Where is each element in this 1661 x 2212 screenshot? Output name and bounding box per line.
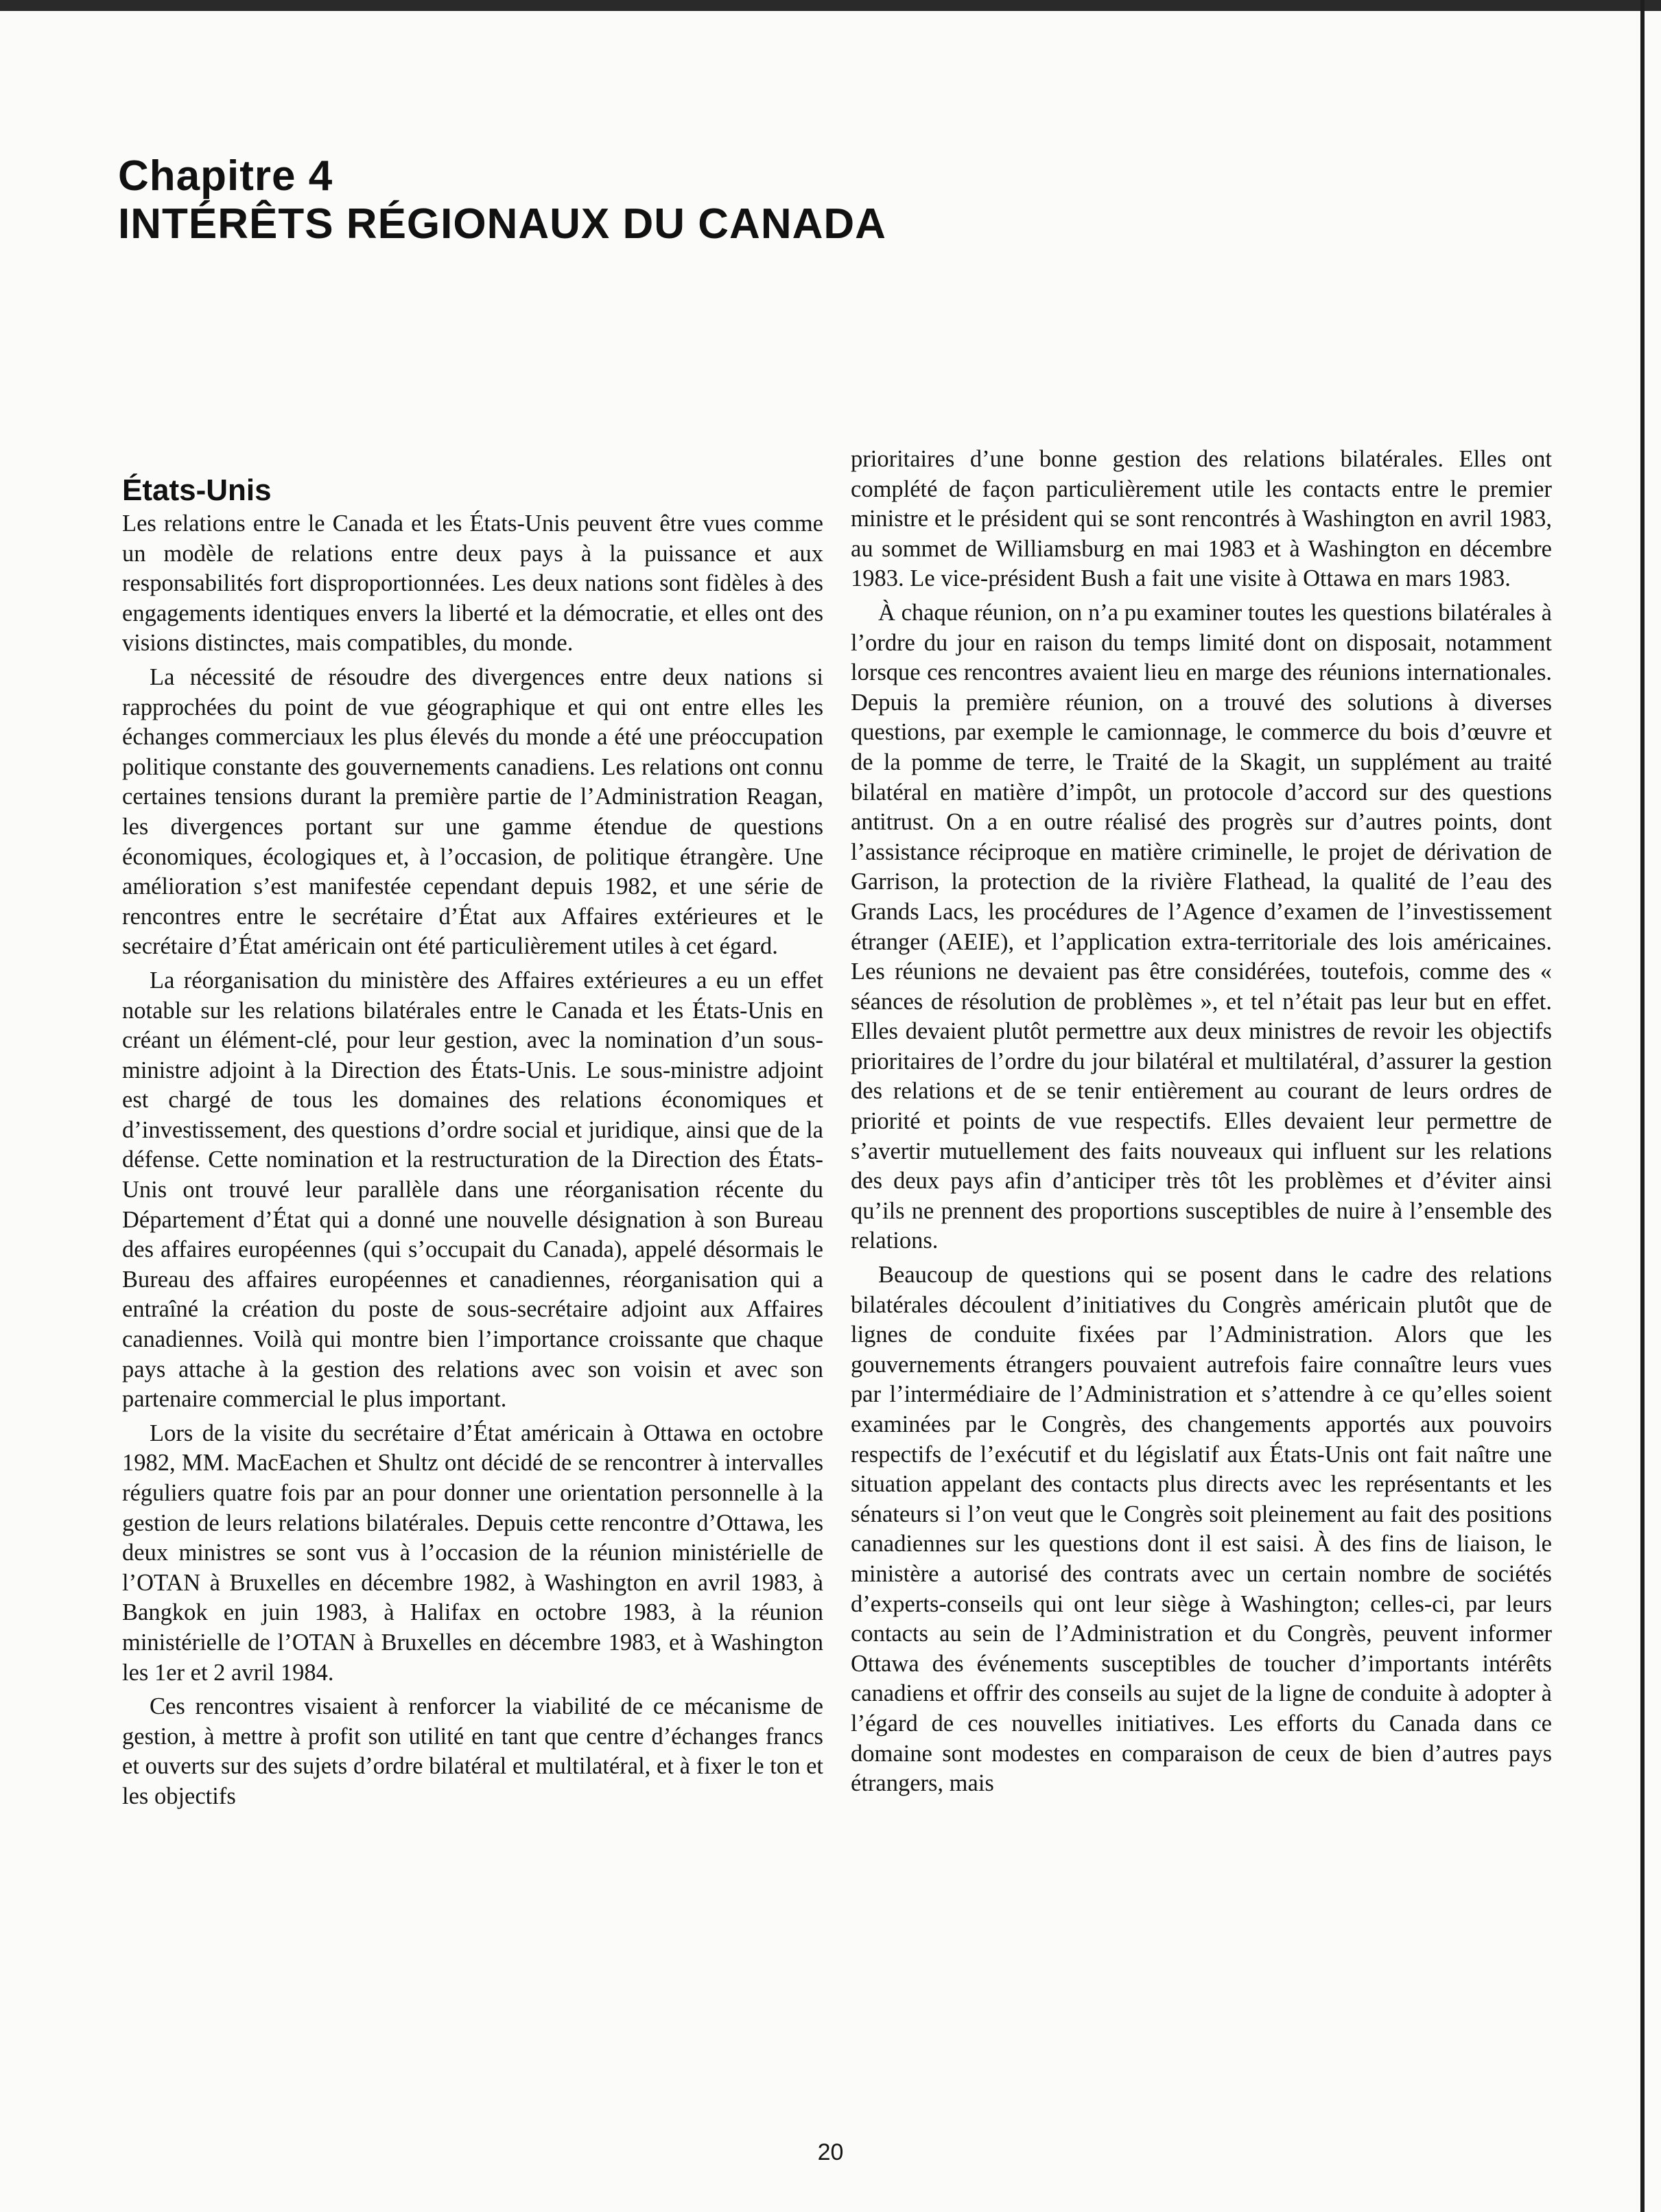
chapter-title: INTÉRÊTS RÉGIONAUX DU CANADA xyxy=(118,200,886,248)
paragraph: prioritaires d’une bonne gestion des relations bilatérales. Elles ont complété de façon particulièrement utile les contacts entre le premier ministre et le président qui se sont rencontrés à Washington en avril 1983, au sommet de Williamsburg en mai 1983 et à Washington en décembre 1983. Le vice-président Bush a fait une visite à Ottawa en mars 1983. xyxy=(851,446,1552,592)
paragraph: Ces rencontres visaient à renforcer la viabilité de ce mécanisme de gestion, à mettre à profit son utilité en tant que centre d’échanges francs et ouverts sur des sujets d’ordre bilatéral et multilatéral, et à fixer le ton et les objectifs xyxy=(122,1693,823,1809)
section-heading: États-Unis xyxy=(122,473,272,507)
chapter-heading xyxy=(118,152,1284,248)
paragraph: Lors de la visite du secrétaire d’État américain à Ottawa en octobre 1982, MM. MacEachen et Shultz ont décidé de se rencontrer à intervalles réguliers quatre fois par an pour donner une orientation personnelle à la gestion de leurs relations bilatérales. Depuis cette rencontre d’Ottawa, les deux ministres se sont vus à l’occasion de la réunion ministérielle de l’OTAN à Bruxelles en décembre 1982, à Washington en avril 1983, à Bangkok en juin 1983, à Halifax en octobre 1983, à la réunion ministérielle de l’OTAN à Bruxelles en décembre 1983, et à Washington les 1er et 2 avril 1984. xyxy=(122,1420,823,1686)
scan-top-border xyxy=(0,0,1661,11)
right-column xyxy=(851,445,1552,1799)
paragraph: Les relations entre le Canada et les États-Unis peuvent être vues comme un modèle de relations entre deux pays à la puissance et aux responsabilités fort disproportionnées. Les deux nations sont fidèles à des engagements identiques envers la liberté et la démocratie, et elles ont des visions distinctes, mais compatibles, du monde. xyxy=(122,510,823,657)
page-number: 20 xyxy=(817,2139,844,2165)
paragraph: La réorganisation du ministère des Affaires extérieures a eu un effet notable sur les relations bilatérales entre le Canada et les États-Unis en créant un élément-clé, pour leur gestion, avec la nomination d’un sous-ministre adjoint à la Direction des États-Unis. Le sous-ministre adjoint est chargé de tous les domaines des relations économiques et d’investissement, des questions d’ordre social et juridique, ainsi que de la défense. Cette nomination et la restructuration de la Direction des États-Unis ont trouvé leur parallèle dans une réorganisation récente du Département d’État qui a donné une nouvelle désignation à son Bureau des affaires européennes (qui s’occupait du Canada), appelé désormais le Bureau des affaires européennes et canadiennes, réorganisation qui a entraîné la création du poste de sous-secrétaire adjoint aux Affaires canadiennes. Voilà qui montre bien l’importance croissante que chaque pays attache à la gestion des relations avec son voisin et avec son partenaire commercial le plus important. xyxy=(122,967,823,1413)
paragraph: La nécessité de résoudre des divergences entre deux nations si rapprochées du point de vue géographique et qui ont entre elles les échanges commerciaux les plus élevés du monde a été une préoccupation politique constante des gouvernements canadiens. Les relations ont connu certaines tensions durant la première partie de l’Administration Reagan, les divergences portant sur une gamme étendue de questions économiques, écologiques et, à l’occasion, de politique étrangère. Une amélioration s’est manifestée cependant depuis 1982, et une série de rencontres entre le secrétaire d’État aux Affaires extérieures et le secrétaire d’État américain ont été particulièrement utiles à cet égard. xyxy=(122,663,823,960)
left-column xyxy=(122,473,823,1812)
paragraph: Beaucoup de questions qui se posent dans le cadre des relations bilatérales découlent d’initiatives du Congrès américain plutôt que de lignes de conduite fixées par l’Administration. Alors que les gouvernements étrangers pouvaient autrefois faire connaître leurs vues par l’intermédiaire de l’Administration et s’attendre à ce qu’elles soient examinées par le Congrès, des changements apportés aux pouvoirs respectifs de l’exécutif et du législatif aux États-Unis ont fait naître une situation appelant des contacts plus directs avec les représentants et les sénateurs si l’on veut que le Congrès soit pleinement au fait des positions canadiennes sur les questions dont il est saisi. À des fins de liaison, le ministère a autorisé des contrats avec un certain nombre de sociétés d’experts-conseils qui ont leur siège à Washington; celles-ci, par leurs contacts au sein de l’Administration et du Congrès, peuvent informer Ottawa des événements susceptibles de toucher d’importants intérêts canadiens et offrir des conseils au sujet de la ligne de conduite à adopter à l’égard de ces nouvelles initiatives. Les efforts du Canada dans ce domaine sont modestes en comparaison de ceux de bien d’autres pays étrangers, mais xyxy=(851,1262,1552,1797)
paragraph: À chaque réunion, on n’a pu examiner toutes les questions bilatérales à l’ordre du jour en raison du temps limité dont on disposait, notamment lorsque ces rencontres avaient lieu en marge des réunions internationales. Depuis la première réunion, on a trouvé des solutions à diverses questions, par exemple le camionnage, le commerce du bois d’œuvre et de la pomme de terre, le Traité de la Skagit, un supplément au traité bilatéral en matière d’impôt, un protocole d’accord sur des questions antitrust. On a en outre réalisé des progrès sur d’autres points, dont l’assistance réciproque en matière criminelle, le projet de dérivation de Garrison, la protection de la rivière Flathead, la qualité de l’eau des Grands Lacs, les procédures de l’Agence d’examen de l’investissement étranger (AEIE), et l’application extra-territoriale des lois américaines. Les réunions ne devaient pas être considérées, toutefois, comme des « séances de résolution de problèmes », et tel n’était pas leur but en effet. Elles devaient plutôt permettre aux deux ministres de revoir les objectifs prioritaires de l’ordre du jour bilatéral et multilatéral, d’assurer la gestion des relations et de se tenir entièrement au courant de leurs ordres de priorité et points de vue respectifs. Elles devaient leur permettre de s’avertir mutuellement des faits nouveaux qui influent sur les relations des deux pays afin d’anticiper très tôt les problèmes et d’éviter ainsi qu’ils ne prennent des proportions susceptibles de nuire à l’ensemble des relations. xyxy=(851,599,1552,1254)
chapter-number: Chapitre 4 xyxy=(118,152,333,200)
scan-right-border xyxy=(1640,0,1645,2212)
